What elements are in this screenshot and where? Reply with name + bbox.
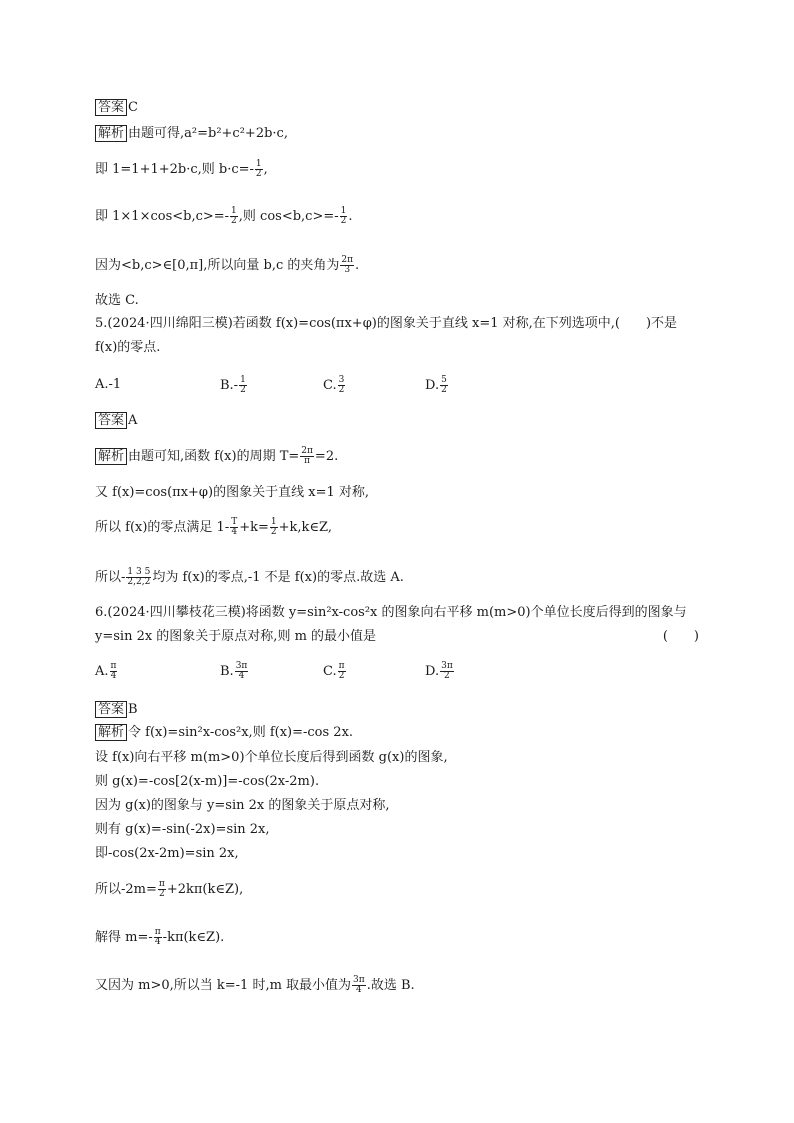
fraction: $\frac{1}{2}$ (240, 375, 246, 395)
analysis-tag: 解析 (95, 125, 127, 142)
analysis-line-6: 解析 令 f(x)=sin²x-cos²x,则 f(x)=-cos 2x. (95, 724, 353, 742)
question-5-stem: 5.(2024·四川绵阳三模)若函数 f(x)=cos(πx+φ)的图象关于直线 x=1 对称,在下列选项中,( )不是 (95, 316, 678, 331)
analysis-tag: 解析 (95, 448, 127, 465)
solution-line: 解得 m=- $\frac{\pi}{4}$ -kπ(k∈Z). (95, 927, 225, 947)
fraction: $\frac{T}{4}$ (231, 517, 238, 537)
fraction: $\frac{3\pi}{4}$ (235, 661, 248, 681)
fraction: $\frac{3\pi}{4}$ (353, 975, 365, 995)
fraction: $\frac{1}{2}$ (231, 206, 237, 226)
solution-line: 即-cos(2x-2m)=sin 2x, (95, 846, 239, 861)
fraction: $\frac{\pi}{2}$ (158, 879, 165, 899)
answer-value: B (128, 702, 138, 717)
analysis-text: 由题可得,a²=b²+c²+2b·c, (128, 126, 288, 141)
fraction: $\frac{\pi}{2}$ (338, 661, 345, 681)
option-d: D. $\frac{5}{2}$ (425, 375, 447, 395)
solution-line: 则 g(x)=-cos[2(x-m)]=-cos(2x-2m). (95, 774, 320, 789)
analysis-tag: 解析 (95, 724, 127, 741)
fraction: $\frac{1}{2}$ (270, 517, 277, 537)
fraction: $\frac{1}{2}$ (340, 206, 347, 226)
fraction: $\frac{3\pi}{2}$ (441, 661, 453, 681)
solution-line: 因为<b,c>∈[0,π],所以向量 b,c 的夹角为 $\frac{2\pi}{3}$ . (95, 255, 360, 275)
option-a: A. $\frac{\pi}{4}$ (95, 661, 117, 681)
fraction: $\frac{2\pi}{3}$ (341, 255, 354, 275)
solution-line: 即 1=1+1+2b·c,则 b·c=- $\frac{1}{2}$ , (95, 159, 268, 179)
fraction: $\frac{2\pi}{\pi}$ (301, 446, 313, 466)
analysis-line-5: 解析 由题可知,函数 f(x)的周期 T= $\frac{2\pi}{\pi}$ =2. (95, 447, 338, 466)
fraction: $\frac{1 3 5}{2,2,2}$ (127, 567, 151, 587)
answer-tag: 答案 (95, 412, 127, 429)
solution-line: 故选 C. (95, 293, 139, 308)
fraction: $\frac{3}{2}$ (338, 375, 345, 395)
answer-tag: 答案 (95, 701, 127, 718)
question-6-stem: 6.(2024·四川攀枝花三模)将函数 y=sin²x-cos²x 的图象向右平移 m(m>0)个单位长度后得到的图象与 (95, 605, 687, 620)
option-a: A.-1 (95, 377, 122, 392)
solution-line: 所以 f(x)的零点满足 1- $\frac{T}{4}$ +k= $\frac{1}{2}$ +k,k∈Z, (95, 517, 332, 537)
solution-line: 则有 g(x)=-sin(-2x)=sin 2x, (95, 822, 270, 837)
fraction: $\frac{1}{2}$ (255, 159, 262, 179)
analysis-line-1 (95, 125, 288, 143)
solution-line: 又因为 m>0,所以当 k=-1 时,m 取最小值为 $\frac{3\pi}{4}$ .故选 B. (95, 975, 415, 995)
option-b: B.- $\frac{1}{2}$ (220, 375, 246, 395)
answer-blank: ( ) (662, 629, 699, 644)
solution-line: 所以- $\frac{1 3 5}{2,2,2}$ 均为 f(x)的零点,-1 不是 f(x)的零点.故选 A. (95, 567, 404, 587)
solution-line: 所以-2m= $\frac{\pi}{2}$ +2kπ(k∈Z), (95, 879, 244, 899)
answer-tag: 答案 (95, 99, 127, 116)
solution-line: 又 f(x)=cos(πx+φ)的图象关于直线 x=1 对称, (95, 485, 369, 500)
fraction: $\frac{\pi}{4}$ (154, 927, 161, 947)
solution-line: 因为 g(x)的图象与 y=sin 2x 的图象关于原点对称, (95, 798, 390, 813)
solution-line: 设 f(x)向右平移 m(m>0)个单位长度后得到函数 g(x)的图象, (95, 750, 448, 765)
answer-line-1 (95, 99, 138, 117)
answer-value: A (128, 413, 138, 428)
answer-line-6 (95, 701, 138, 719)
option-c: C. $\frac{\pi}{2}$ (323, 661, 345, 681)
answer-line-5 (95, 412, 137, 430)
question-5-stem-cont: f(x)的零点. (95, 340, 161, 355)
solution-line: 即 1×1×cos<b,c>=- $\frac{1}{2}$ ,则 cos<b,c>=- $\frac{1}{2}$ . (95, 206, 353, 226)
answer-value: C (128, 100, 138, 115)
option-b: B. $\frac{3\pi}{4}$ (220, 661, 248, 681)
fraction: $\frac{\pi}{4}$ (110, 661, 117, 681)
fraction: $\frac{5}{2}$ (441, 375, 447, 395)
option-c: C. $\frac{3}{2}$ (323, 375, 345, 395)
option-d: D. $\frac{3\pi}{2}$ (425, 661, 453, 681)
question-6-stem-cont: y=sin 2x 的图象关于原点对称,则 m 的最小值是 (95, 629, 377, 644)
